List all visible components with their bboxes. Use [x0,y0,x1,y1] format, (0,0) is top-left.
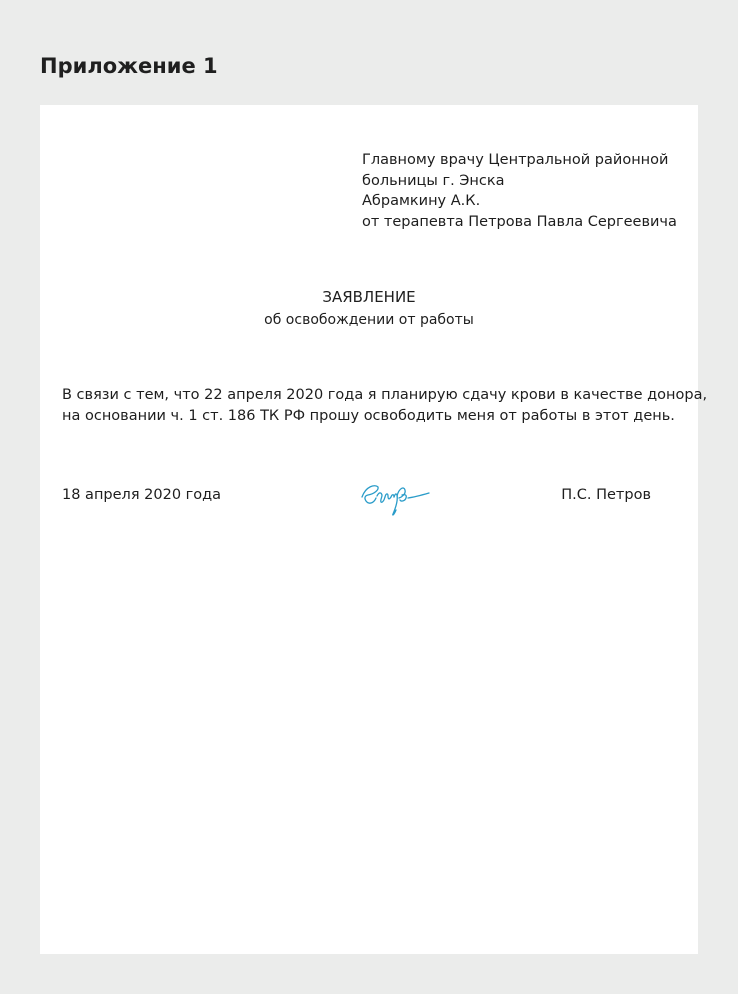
document-subtitle: об освобождении от работы [264,312,474,328]
document-title: ЗАЯВЛЕНИЕ [322,288,416,306]
addressee-line: Главному врачу Центральной районной [362,152,669,168]
document-body [62,385,708,427]
addressee-line: больницы г. Энска [362,172,505,189]
addressee-line: Абрамкину А.К. [362,193,481,210]
body-line: на основании ч. 1 ст. 186 ТК РФ прошу освободить меня от работы в этот день. [62,408,675,424]
document-date: 18 апреля 2020 года [62,487,222,503]
document-sheet [40,105,708,954]
addressee-block [362,150,692,233]
signer-name: П.С. Петров [561,487,651,503]
handwritten-signature [358,473,434,517]
body-line: В связи с тем, что 22 апреля 2020 года я планирую сдачу крови в качестве донора, [62,387,708,403]
page-heading: Приложение 1 [40,54,218,78]
addressee-line: от терапевта Петрова Павла Сергеевича [362,214,677,231]
